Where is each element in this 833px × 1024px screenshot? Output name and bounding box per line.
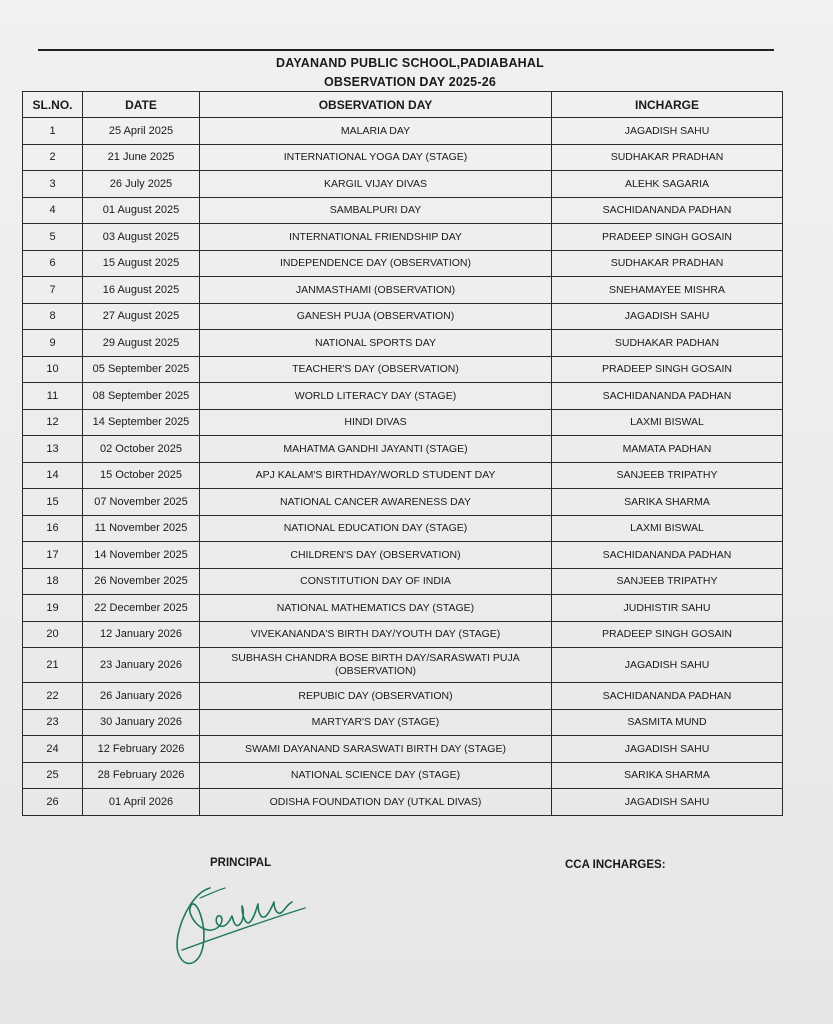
cell-incharge: JAGADISH SAHU [552, 648, 783, 683]
school-name: DAYANAND PUBLIC SCHOOL,PADIABAHAL [276, 56, 544, 70]
principal-signature [170, 880, 315, 970]
table-row [23, 462, 783, 489]
table-row [23, 144, 783, 171]
cell-sl-no: 13 [23, 436, 83, 463]
cell-date: 29 August 2025 [83, 330, 200, 357]
cell-sl-no: 11 [23, 383, 83, 410]
cell-observation-day: INDEPENDENCE DAY (OBSERVATION) [200, 250, 552, 277]
cell-sl-no: 20 [23, 621, 83, 648]
column-header-observation-day: OBSERVATION DAY [200, 92, 552, 118]
cell-date: 08 September 2025 [83, 383, 200, 410]
table-row [23, 762, 783, 789]
cell-observation-day: ODISHA FOUNDATION DAY (UTKAL DIVAS) [200, 789, 552, 816]
table-row [23, 489, 783, 516]
cell-date: 26 November 2025 [83, 568, 200, 595]
cell-observation-day: CHILDREN'S DAY (OBSERVATION) [200, 542, 552, 569]
cell-sl-no: 7 [23, 277, 83, 304]
cell-incharge: SACHIDANANDA PADHAN [552, 683, 783, 710]
cell-incharge: JAGADISH SAHU [552, 303, 783, 330]
cell-incharge: SUDHAKAR PRADHAN [552, 250, 783, 277]
cell-observation-day: NATIONAL EDUCATION DAY (STAGE) [200, 515, 552, 542]
cell-date: 25 April 2025 [83, 118, 200, 145]
cell-incharge: JAGADISH SAHU [552, 789, 783, 816]
table-row [23, 648, 783, 683]
cell-incharge: SANJEEB TRIPATHY [552, 462, 783, 489]
cell-sl-no: 17 [23, 542, 83, 569]
table-row [23, 621, 783, 648]
cell-sl-no: 3 [23, 171, 83, 198]
table-row [23, 118, 783, 145]
table-row [23, 383, 783, 410]
cell-observation-day: NATIONAL SCIENCE DAY (STAGE) [200, 762, 552, 789]
cell-date: 28 February 2026 [83, 762, 200, 789]
cell-incharge: SANJEEB TRIPATHY [552, 568, 783, 595]
cell-sl-no: 9 [23, 330, 83, 357]
cell-date: 12 February 2026 [83, 736, 200, 763]
observation-schedule-table [22, 91, 783, 816]
cell-date: 15 October 2025 [83, 462, 200, 489]
cell-incharge: SUDHAKAR PRADHAN [552, 144, 783, 171]
table-row [23, 171, 783, 198]
cell-sl-no: 8 [23, 303, 83, 330]
cell-incharge: PRADEEP SINGH GOSAIN [552, 621, 783, 648]
cell-observation-day: SAMBALPURI DAY [200, 197, 552, 224]
cell-sl-no: 25 [23, 762, 83, 789]
schedule-table-container [22, 91, 782, 816]
cell-observation-day: SWAMI DAYANAND SARASWATI BIRTH DAY (STAGE) [200, 736, 552, 763]
cell-date: 22 December 2025 [83, 595, 200, 622]
cell-incharge: SNEHAMAYEE MISHRA [552, 277, 783, 304]
cell-sl-no: 26 [23, 789, 83, 816]
cell-date: 02 October 2025 [83, 436, 200, 463]
cell-sl-no: 10 [23, 356, 83, 383]
cell-date: 07 November 2025 [83, 489, 200, 516]
table-row [23, 568, 783, 595]
cell-date: 23 January 2026 [83, 648, 200, 683]
cell-incharge: PRADEEP SINGH GOSAIN [552, 224, 783, 251]
cell-date: 05 September 2025 [83, 356, 200, 383]
cell-date: 01 August 2025 [83, 197, 200, 224]
cell-incharge: SUDHAKAR PADHAN [552, 330, 783, 357]
cell-date: 03 August 2025 [83, 224, 200, 251]
cell-sl-no: 12 [23, 409, 83, 436]
cell-observation-day: APJ KALAM'S BIRTHDAY/WORLD STUDENT DAY [200, 462, 552, 489]
cell-sl-no: 15 [23, 489, 83, 516]
cell-sl-no: 4 [23, 197, 83, 224]
table-row [23, 789, 783, 816]
table-row [23, 709, 783, 736]
cell-incharge: JUDHISTIR SAHU [552, 595, 783, 622]
cell-sl-no: 16 [23, 515, 83, 542]
cell-observation-day: KARGIL VIJAY DIVAS [200, 171, 552, 198]
header-rule [38, 49, 774, 51]
table-row [23, 224, 783, 251]
column-header-date: DATE [83, 92, 200, 118]
cell-observation-day: SUBHASH CHANDRA BOSE BIRTH DAY/SARASWATI PUJA (OBSERVATION) [200, 648, 552, 683]
cell-date: 26 January 2026 [83, 683, 200, 710]
cell-incharge: LAXMI BISWAL [552, 409, 783, 436]
cell-sl-no: 14 [23, 462, 83, 489]
table-row [23, 250, 783, 277]
cell-observation-day: INTERNATIONAL YOGA DAY (STAGE) [200, 144, 552, 171]
cell-sl-no: 6 [23, 250, 83, 277]
cell-observation-day: VIVEKANANDA'S BIRTH DAY/YOUTH DAY (STAGE) [200, 621, 552, 648]
cell-date: 11 November 2025 [83, 515, 200, 542]
cell-incharge: MAMATA PADHAN [552, 436, 783, 463]
cell-sl-no: 5 [23, 224, 83, 251]
table-body [23, 118, 783, 816]
cell-sl-no: 19 [23, 595, 83, 622]
cell-sl-no: 24 [23, 736, 83, 763]
cell-incharge: JAGADISH SAHU [552, 118, 783, 145]
cell-sl-no: 23 [23, 709, 83, 736]
cell-sl-no: 1 [23, 118, 83, 145]
cell-date: 30 January 2026 [83, 709, 200, 736]
cell-incharge: SASMITA MUND [552, 709, 783, 736]
cell-observation-day: NATIONAL SPORTS DAY [200, 330, 552, 357]
cell-sl-no: 22 [23, 683, 83, 710]
cell-observation-day: NATIONAL CANCER AWARENESS DAY [200, 489, 552, 516]
table-row [23, 330, 783, 357]
cell-observation-day: MAHATMA GANDHI JAYANTI (STAGE) [200, 436, 552, 463]
cell-observation-day: GANESH PUJA (OBSERVATION) [200, 303, 552, 330]
cell-incharge: ALEHK SAGARIA [552, 171, 783, 198]
table-row [23, 197, 783, 224]
cell-observation-day: JANMASTHAMI (OBSERVATION) [200, 277, 552, 304]
cell-date: 26 July 2025 [83, 171, 200, 198]
cell-sl-no: 2 [23, 144, 83, 171]
table-row [23, 303, 783, 330]
cca-incharges-label: CCA INCHARGES: [565, 859, 666, 871]
document-header [180, 54, 640, 92]
cell-date: 16 August 2025 [83, 277, 200, 304]
cell-incharge: SACHIDANANDA PADHAN [552, 383, 783, 410]
cell-observation-day: MALARIA DAY [200, 118, 552, 145]
column-header-incharge: INCHARGE [552, 92, 783, 118]
cell-date: 15 August 2025 [83, 250, 200, 277]
cell-observation-day: MARTYAR'S DAY (STAGE) [200, 709, 552, 736]
cell-date: 12 January 2026 [83, 621, 200, 648]
cell-incharge: SARIKA SHARMA [552, 489, 783, 516]
cell-incharge: LAXMI BISWAL [552, 515, 783, 542]
column-header-sl-no: SL.NO. [23, 92, 83, 118]
table-row [23, 409, 783, 436]
cell-observation-day: REPUBIC DAY (OBSERVATION) [200, 683, 552, 710]
table-row [23, 595, 783, 622]
cell-incharge: JAGADISH SAHU [552, 736, 783, 763]
cell-date: 01 April 2026 [83, 789, 200, 816]
principal-label: PRINCIPAL [210, 857, 272, 869]
cell-observation-day: HINDI DIVAS [200, 409, 552, 436]
cell-observation-day: NATIONAL MATHEMATICS DAY (STAGE) [200, 595, 552, 622]
cell-date: 14 September 2025 [83, 409, 200, 436]
cell-observation-day: WORLD LITERACY DAY (STAGE) [200, 383, 552, 410]
document-title: OBSERVATION DAY 2025-26 [323, 75, 497, 89]
cell-observation-day: INTERNATIONAL FRIENDSHIP DAY [200, 224, 552, 251]
cell-incharge: PRADEEP SINGH GOSAIN [552, 356, 783, 383]
cell-incharge: SARIKA SHARMA [552, 762, 783, 789]
table-row [23, 356, 783, 383]
table-row [23, 736, 783, 763]
cell-date: 14 November 2025 [83, 542, 200, 569]
cell-incharge: SACHIDANANDA PADHAN [552, 197, 783, 224]
cell-sl-no: 18 [23, 568, 83, 595]
table-row [23, 683, 783, 710]
cell-date: 21 June 2025 [83, 144, 200, 171]
cell-observation-day: CONSTITUTION DAY OF INDIA [200, 568, 552, 595]
cell-sl-no: 21 [23, 648, 83, 683]
cell-date: 27 August 2025 [83, 303, 200, 330]
table-row [23, 436, 783, 463]
table-row [23, 515, 783, 542]
table-row [23, 277, 783, 304]
table-row [23, 542, 783, 569]
table-header-row [23, 92, 783, 118]
cell-observation-day: TEACHER'S DAY (OBSERVATION) [200, 356, 552, 383]
cell-incharge: SACHIDANANDA PADHAN [552, 542, 783, 569]
